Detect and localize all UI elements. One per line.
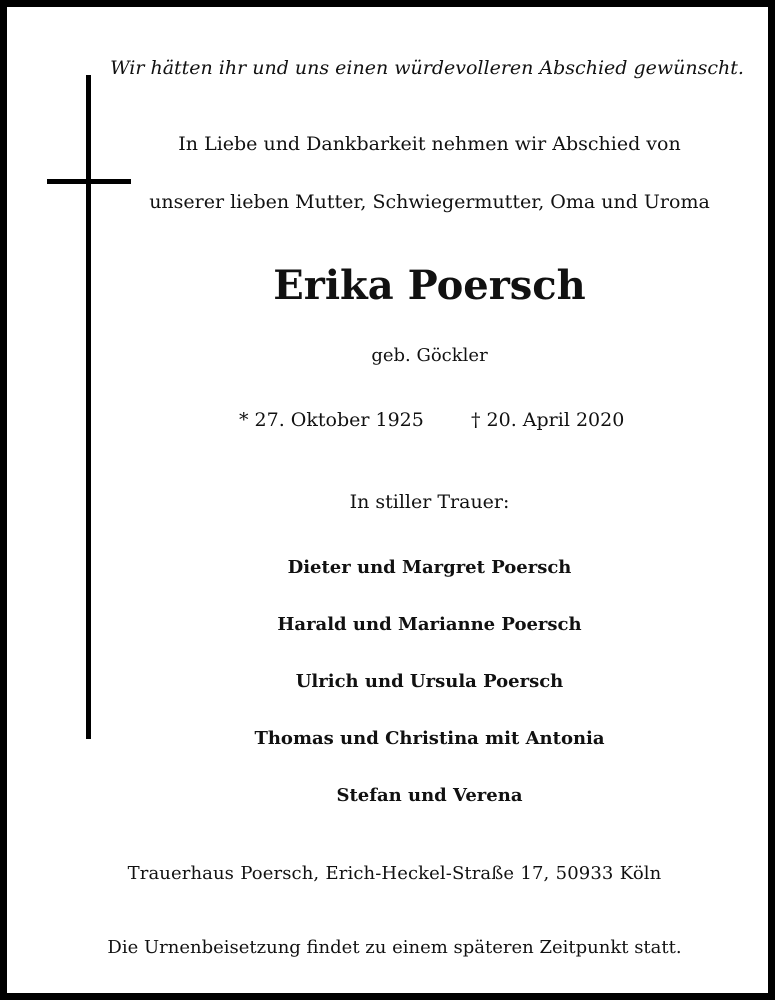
cross-vertical-bar (86, 75, 91, 739)
mourning-label: In stiller Trauer: (349, 491, 510, 513)
mourner-item: Stefan und Verena (336, 785, 523, 806)
death-date: † 20. April 2020 (471, 409, 625, 431)
mourner-item: Thomas und Christina mit Antonia (254, 728, 605, 749)
maiden-name: geb. Göckler (371, 345, 488, 366)
birth-date: * 27. Oktober 1925 (239, 409, 424, 431)
mourner-item: Ulrich und Ursula Poersch (295, 671, 564, 692)
motto-text: Wir hätten ihr und uns einen würdevolleren Abschied gewünscht. (110, 57, 744, 79)
intro-line-1: In Liebe und Dankbarkeit nehmen wir Abschied von (178, 133, 681, 155)
burial-note: Die Urnenbeisetzung findet zu einem späteren Zeitpunkt statt. (107, 937, 682, 958)
mourner-item: Harald und Marianne Poersch (277, 614, 582, 635)
mourner-item: Dieter und Margret Poersch (287, 557, 572, 578)
intro-line-2: unserer lieben Mutter, Schwiegermutter, Oma und Uroma (149, 191, 710, 213)
cross-horizontal-bar (47, 179, 131, 184)
deceased-name: Erika Poersch (273, 262, 586, 309)
mourning-house-address: Trauerhaus Poersch, Erich-Heckel-Straße 17, 50933 Köln (127, 863, 662, 884)
